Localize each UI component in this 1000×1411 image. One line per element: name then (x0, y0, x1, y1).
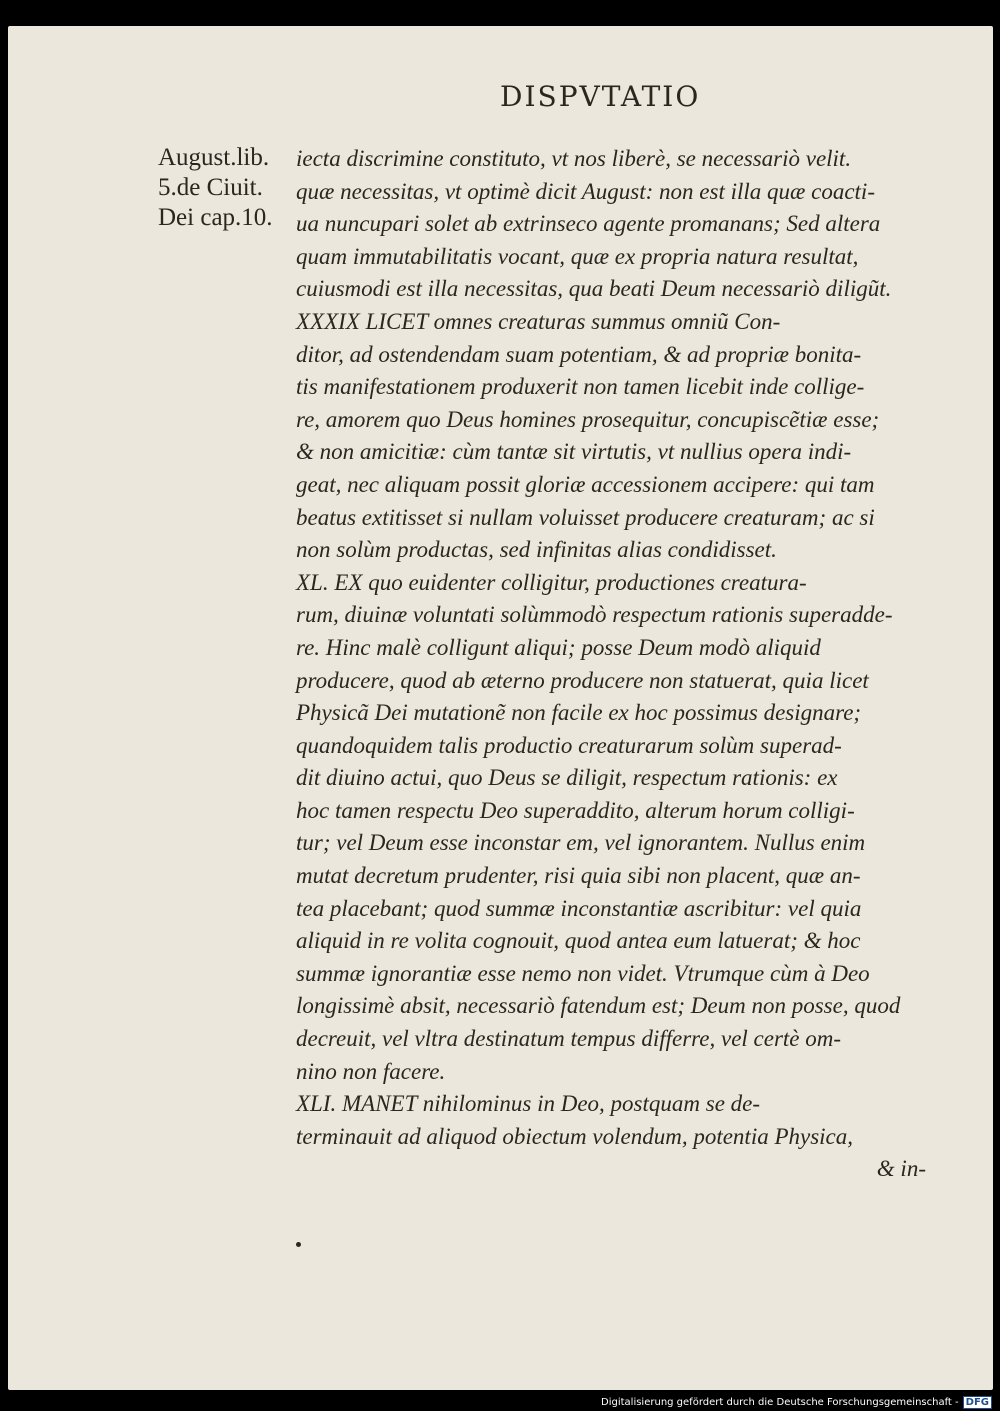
text-line: quandoquidem talis productio creaturarum solùm superad- (296, 732, 842, 758)
text-line: longissimè absit, necessariò fatendum est; Deum non posse, quod (296, 993, 901, 1019)
text-line: tis manifestationem produxerit non tamen licebit inde collige- (296, 374, 865, 400)
body-text (296, 143, 926, 1186)
text-line: re. Hinc malè colligunt aliqui; posse Deum modò aliquid (296, 634, 821, 660)
page-title: DISPVTATIO (500, 80, 701, 113)
text-line: nino non facere. (296, 1058, 446, 1084)
text-line: quæ necessitas, vt optimè dicit August: non est illa quæ coacti- (296, 178, 875, 204)
text-line: re, amorem quo Deus homines prosequitur, concupiscẽtiæ esse; (296, 406, 880, 432)
dfg-logo: DFG (963, 1396, 992, 1409)
text-line: beatus extitisset si nullam voluisset producere creaturam; ac si (296, 504, 875, 530)
text-line: geat, nec aliquam possit gloriæ accessionem accipere: qui tam (296, 471, 875, 497)
funding-credit: Digitalisierung gefördert durch die Deutsche Forschungsgemeinschaft - (601, 1396, 959, 1408)
catchword: & in- (876, 1156, 926, 1182)
text-line: XLI. MANET nihilominus in Deo, postquam se de- (296, 1091, 761, 1117)
text-line: rum, diuinæ voluntati solùmmodò respectum rationis superadde- (296, 602, 893, 628)
text-line: producere, quod ab æterno producere non statuerat, quia licet (296, 667, 869, 693)
text-line: tea placebant; quod summæ inconstantiæ ascribitur: vel quia (296, 895, 862, 921)
margin-note-line: 5.de Ciuit. (158, 174, 263, 201)
text-line: hoc tamen respectu Deo superaddito, alterum horum colligi- (296, 797, 855, 823)
footer (601, 1395, 992, 1409)
text-line: mutat decretum prudenter, risi quia sibi non placent, quæ an- (296, 863, 861, 889)
text-line: dit diuino actui, quo Deus se diligit, respectum rationis: ex (296, 765, 838, 791)
text-line: terminauit ad aliquod obiectum volendum, potentia Physica, (296, 1123, 854, 1149)
text-line: ua nuncupari solet ab extrinseco agente promanans; Sed altera (296, 211, 881, 237)
text-line: cuiusmodi est illa necessitas, qua beati Deum necessariò diligũt. (296, 276, 892, 302)
text-line: non solùm productas, sed infinitas alias condidisset. (296, 537, 777, 563)
text-line: quam immutabilitatis vocant, quæ ex propria natura resultat, (296, 243, 859, 269)
margin-note (158, 143, 298, 233)
text-line: XL. EX quo euidenter colligitur, productiones creatura- (296, 569, 807, 595)
text-line: Physicã Dei mutationẽ non facile ex hoc possimus designare; (296, 700, 862, 726)
text-line: ditor, ad ostendendam suam potentiam, & ad propriæ bonita- (296, 341, 862, 367)
text-line: summæ ignorantiæ esse nemo non videt. Vtrumque cùm à Deo (296, 960, 870, 986)
text-line: iecta discrimine constituto, vt nos liberè, se necessariò velit. (296, 146, 852, 171)
text-line: & non amicitiæ: cùm tantæ sit virtutis, vt nullius opera indi- (296, 439, 852, 465)
text-line: XXXIX LICET omnes creaturas summus omniũ Con- (296, 308, 781, 334)
margin-note-line: August.lib. (158, 144, 270, 171)
text-line: tur; vel Deum esse inconstar em, vel ignorantem. Nullus enim (296, 830, 866, 856)
margin-note-line: Dei cap.10. (158, 204, 273, 231)
text-line: aliquid in re volita cognouit, quod antea eum latuerat; & hoc (296, 928, 861, 954)
text-line: decreuit, vel vltra destinatum tempus differre, vel certè om- (296, 1026, 842, 1052)
ink-dot (296, 1242, 301, 1247)
